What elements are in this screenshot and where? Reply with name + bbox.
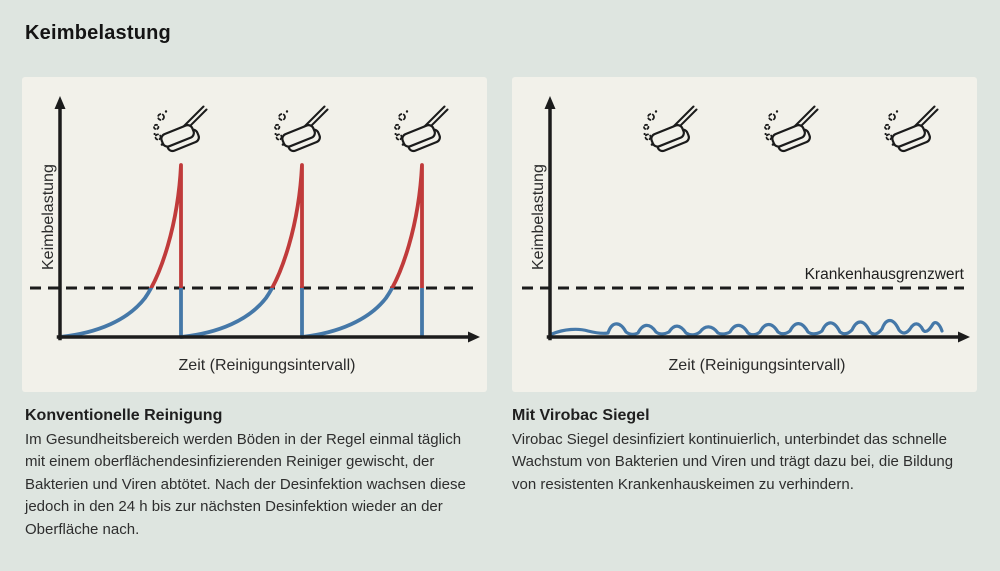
caption-heading: Konventionelle Reinigung bbox=[25, 407, 223, 424]
mop-icon bbox=[395, 107, 448, 154]
caption-body: Im Gesundheitsbereich werden Böden in der Regel einmal täglich mit einem oberflächendesinfizierenden Reiniger gewischt, der Bakterien und Viren abtötet. Nach der Desinfektion wachsen diese jedoch in den 24 h bis zur nächsten Desinfektion wieder an der Oberfläche nach. bbox=[25, 431, 466, 538]
germ-load-wave-curve bbox=[552, 321, 942, 335]
chart-panel-conventional bbox=[22, 77, 487, 392]
mop-icon bbox=[644, 107, 697, 154]
x-axis-arrow bbox=[958, 332, 970, 343]
virobac-siegel-chart bbox=[512, 77, 977, 392]
y-axis-arrow bbox=[55, 96, 66, 109]
x-axis-arrow bbox=[468, 332, 480, 343]
germ-load-curve-above-threshold bbox=[60, 165, 422, 337]
chart-panel-virobac bbox=[512, 77, 977, 392]
y-axis-label: Keimbelastung bbox=[530, 164, 547, 270]
caption-virobac bbox=[512, 407, 968, 496]
y-axis-label: Keimbelastung bbox=[40, 164, 57, 270]
mop-icon bbox=[765, 107, 818, 154]
x-axis-label: Zeit (Reinigungsintervall) bbox=[178, 357, 356, 374]
germ-load-curve-below-threshold bbox=[60, 165, 422, 337]
page-title: Keimbelastung bbox=[25, 22, 171, 44]
caption-heading: Mit Virobac Siegel bbox=[512, 407, 650, 424]
threshold-label: Krankenhausgrenzwert bbox=[804, 266, 964, 283]
mop-icon bbox=[154, 107, 207, 154]
conventional-cleaning-chart bbox=[22, 77, 487, 392]
caption-body: Virobac Siegel desinfiziert kontinuierlich, unterbindet das schnelle Wachstum von Bakterien und Viren und trägt dazu bei, die Bildung von resistenten Krankenhauskeimen zu verhindern. bbox=[512, 431, 954, 493]
mop-icon bbox=[885, 107, 938, 154]
caption-conventional bbox=[25, 407, 481, 541]
y-axis-arrow bbox=[545, 96, 556, 109]
mop-icon bbox=[275, 107, 328, 154]
x-axis-label: Zeit (Reinigungsintervall) bbox=[668, 357, 846, 374]
